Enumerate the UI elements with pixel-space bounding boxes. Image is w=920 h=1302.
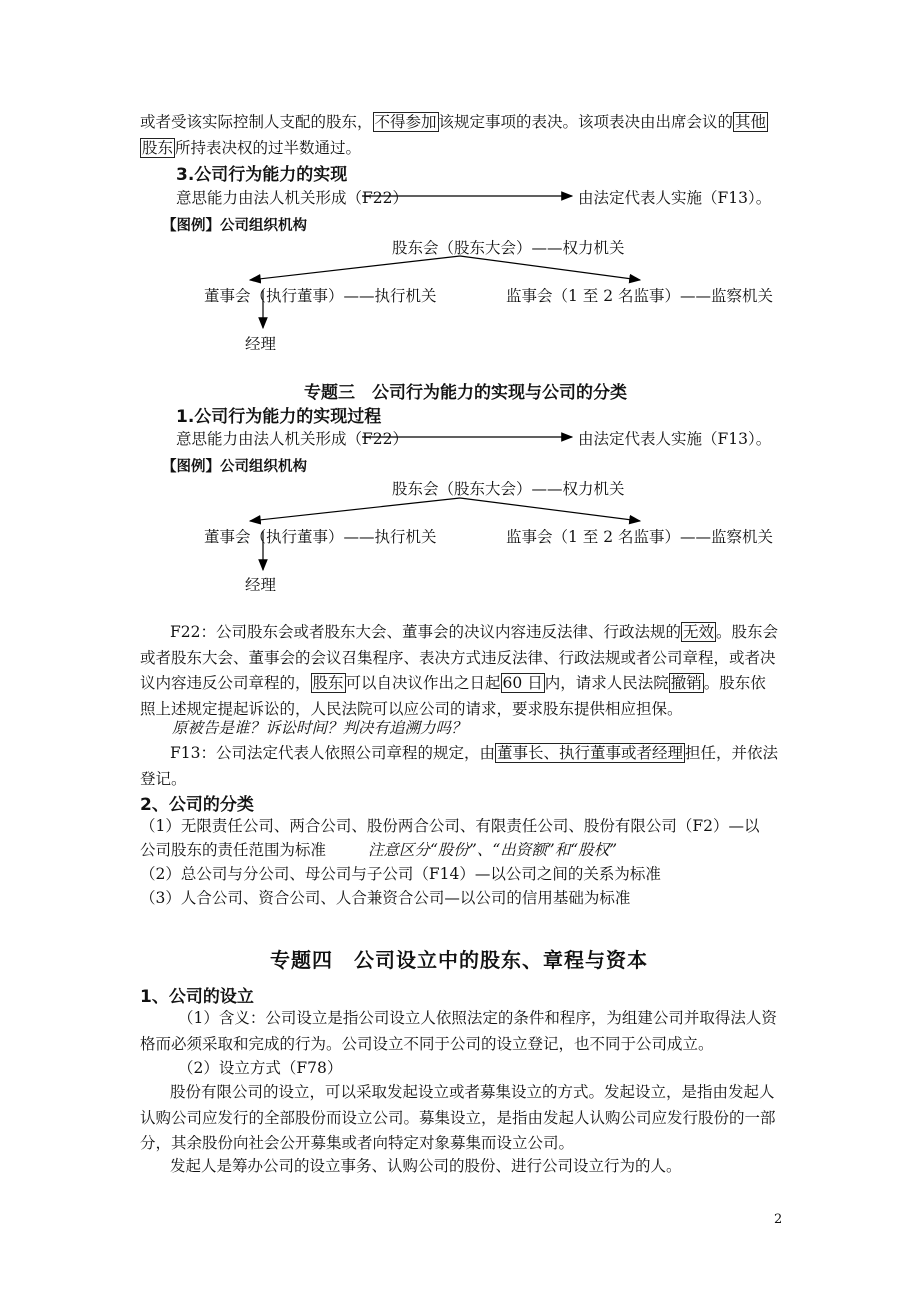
top-paragraph xyxy=(140,110,780,161)
est-definition: （1）含义：公司设立是指公司设立人依照法定的条件和程序，为组建公司并取得法人资格而必须采取和完成的行为。公司设立不同于公司的设立登记，也不同于公司成立。 xyxy=(140,1009,777,1053)
figure-label: 【图例】公司组织机构 xyxy=(162,218,307,234)
flow2-left: 意思能力由法人机关形成（F22） xyxy=(176,430,408,448)
org1-bottom-node: 经理 xyxy=(245,335,277,353)
org1-right-arrow xyxy=(460,256,640,280)
text: 内，请求人民法院 xyxy=(544,674,669,692)
org2-top-node: 股东会（股东大会）——权力机关 xyxy=(392,480,625,498)
class-item-3: （3）人合公司、资合公司、人合兼资合公司—以公司的信用基础为标准 xyxy=(140,889,631,907)
boxed-text: 董事长、执行董事或者经理 xyxy=(496,744,683,762)
est-method-heading: （2）设立方式（F78） xyxy=(178,1059,343,1077)
f22-paragraph xyxy=(140,620,780,722)
org1-top-node: 股东会（股东大会）——权力机关 xyxy=(392,239,625,257)
flow1-left: 意思能力由法人机关形成（F22） xyxy=(176,189,408,207)
boxed-text: 无效 xyxy=(682,623,714,641)
text: 所持表决权的过半数通过。 xyxy=(175,138,362,157)
class-item-1-note: 注意区分“股份”、“出资额”和“股权” xyxy=(368,841,618,859)
text: F13：公司法定代表人依照公司章程的规定，由 xyxy=(170,744,495,762)
boxed-text: 股东 xyxy=(142,138,174,157)
text: 可以自决议作出之日起 xyxy=(345,674,501,692)
text: 该规定事项的表决。该项表决由出席会议的 xyxy=(438,113,734,131)
topic3-title: 专题三 公司行为能力的实现与公司的分类 xyxy=(304,383,627,403)
boxed-text: 股东 xyxy=(312,674,344,692)
figure-label: 【图例】公司组织机构 xyxy=(162,459,307,475)
boxed-text: 其他 xyxy=(735,113,767,131)
class-item-2: （2）总公司与分公司、母公司与子公司（F14）—以公司之间的关系为标准 xyxy=(140,865,661,883)
org2-left-arrow xyxy=(250,498,460,521)
class-item-1: （1）无限责任公司、两合公司、股份两合公司、有限责任公司、股份有限公司（F2）—以 xyxy=(140,817,760,835)
text: 或者受该实际控制人支配的股东， xyxy=(140,113,373,131)
org1-right-node: 监事会（1 至 2 名监事）——监察机关 xyxy=(506,287,774,305)
page-number: 2 xyxy=(774,1212,783,1227)
classification-heading: 2、公司的分类 xyxy=(140,795,254,815)
section-heading: 3.公司行为能力的实现 xyxy=(176,165,348,185)
flow2-right: 由法定代表人实施（F13）。 xyxy=(578,430,772,448)
org1-left-arrow xyxy=(250,256,460,280)
org2-bottom-node: 经理 xyxy=(245,576,277,594)
flow1-right: 由法定代表人实施（F13）。 xyxy=(578,189,772,207)
boxed-text: 60 日 xyxy=(502,674,543,692)
est-promoter-paragraph: 发起人是筹办公司的设立事务、认购公司的股份、进行公司设立行为的人。 xyxy=(170,1157,682,1175)
text: 。股东会或者股东大会、董事会的会议召集程序、表决方式违反法律、行政法规或者公司章程，或者决议内容违反公司章程的， xyxy=(140,623,779,692)
class-item-1-cont: 公司股东的责任范围为标准 xyxy=(140,841,327,859)
org2-left-node: 董事会（执行董事）——执行机关 xyxy=(204,528,437,546)
text: F22：公司股东会或者股东大会、董事会的决议内容违反法律、行政法规的 xyxy=(170,623,681,641)
text: 。股东依照上述规定提起诉讼的，人民法院可以应公司的请求，要求股东提供相应担保。 xyxy=(140,674,766,718)
question-note: 原被告是谁？诉讼时间？判决有追溯力吗？ xyxy=(172,719,467,737)
org2-right-node: 监事会（1 至 2 名监事）——监察机关 xyxy=(506,528,774,546)
establishment-heading: 1、公司的设立 xyxy=(140,987,254,1007)
subsection-heading: 1.公司行为能力的实现过程 xyxy=(176,407,382,427)
boxed-text: 撤销 xyxy=(670,674,702,692)
est-method-paragraph: 股份有限公司的设立，可以采取发起设立或者募集设立的方式。发起设立，是指由发起人认购公司应发行的全部股份而设立公司。募集设立，是指由发起人认购公司应发行股份的一部分，其余股份向社会公开募集或者向特定对象募集而设立公司。 xyxy=(140,1083,776,1152)
text: 担任，并依法登记。 xyxy=(140,744,779,788)
topic4-title: 专题四 公司设立中的股东、章程与资本 xyxy=(270,948,648,972)
boxed-text: 不得参加 xyxy=(374,113,437,131)
f13-paragraph xyxy=(140,741,780,792)
org2-right-arrow xyxy=(460,498,640,521)
org1-left-node: 董事会（执行董事）——执行机关 xyxy=(204,287,437,305)
